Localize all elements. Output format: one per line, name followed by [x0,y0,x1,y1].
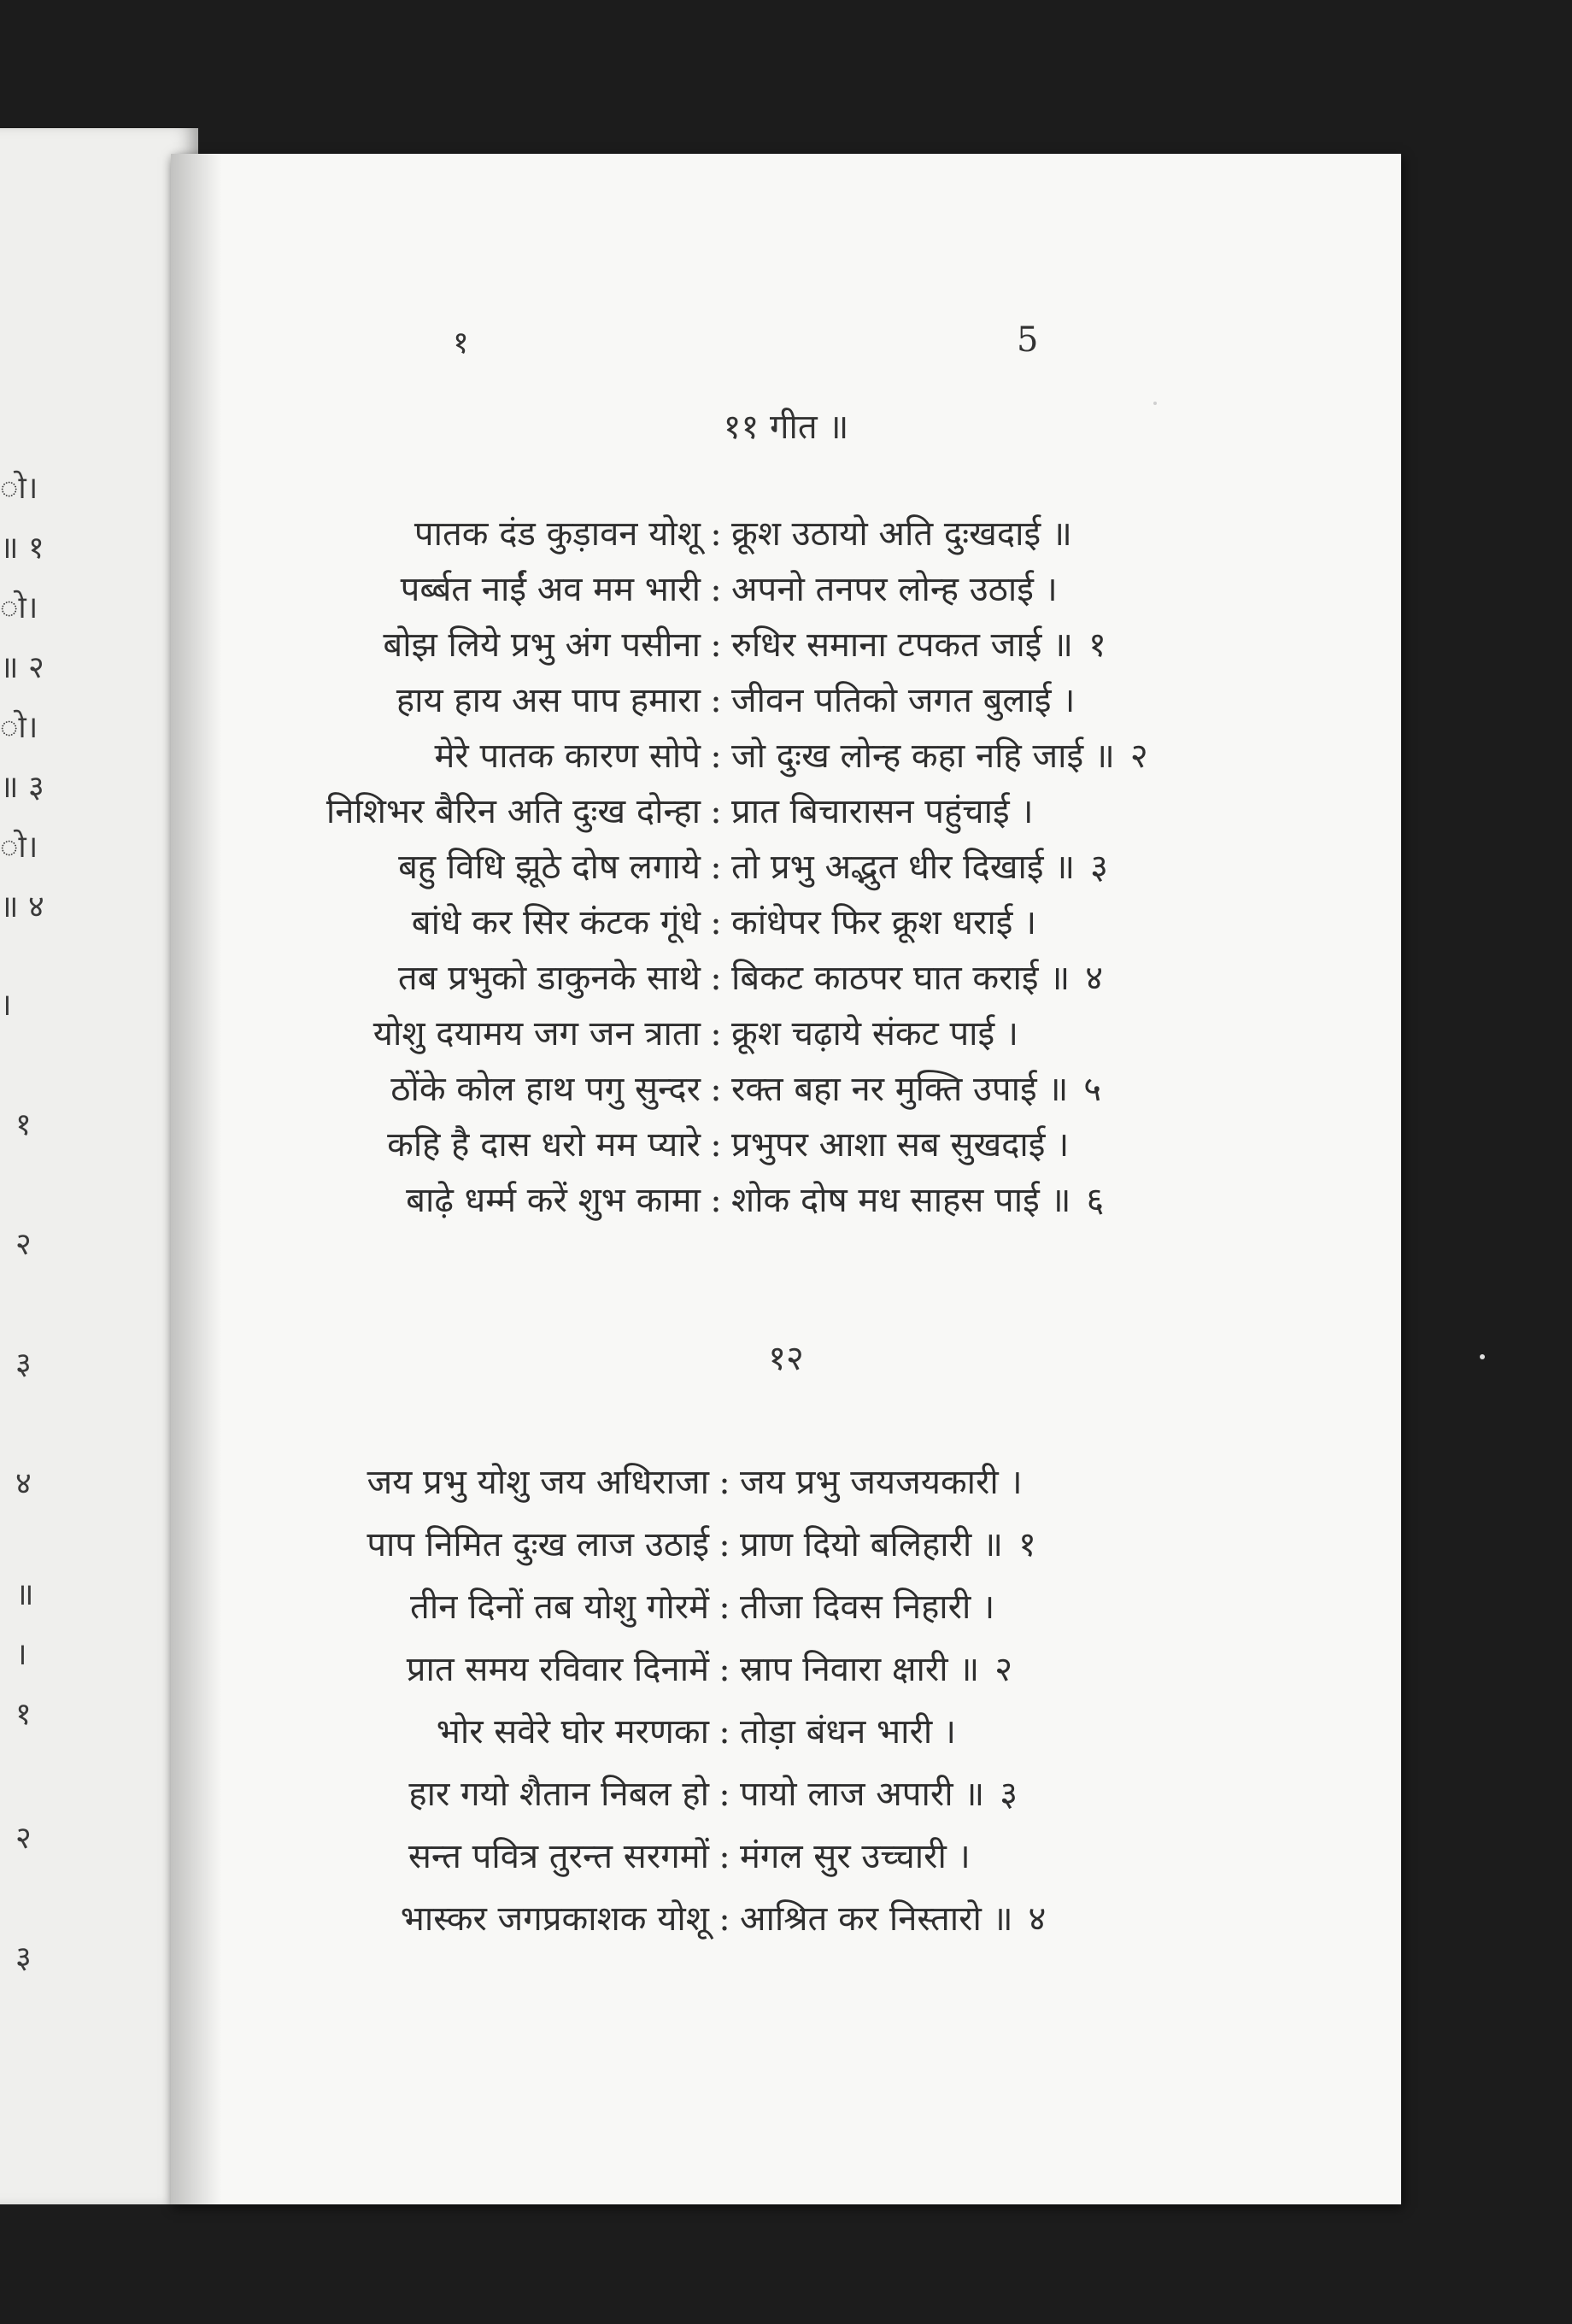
left-verse-number: २ [15,1227,32,1262]
verse-first-half: बाढ़े धर्म्म करें शुभ कामा [406,1181,701,1220]
verse-number: ३ [1000,1775,1018,1814]
verse-first-half: पाप निमित दुःख लाज उठाई [367,1525,709,1564]
verse-line [222,564,1073,624]
verse-second-half: रक्त बहा नर मुक्ति उपाई ॥ [731,1070,1069,1109]
left-line-fragment: ो। [0,710,38,745]
verse-number: ४ [1085,959,1103,998]
verse-second-half: जो दुःख लोन्ह कहा नहि जाई ॥ [731,737,1115,776]
left-verse-number: १ [15,1697,32,1732]
verse-first-half: निशिभर बैरिन अति दुःख दोन्हा [326,792,701,831]
left-verse-number: २ [15,1821,32,1856]
verse-separator: : [710,570,722,609]
verse-number: ५ [1083,1070,1102,1109]
verse-first-half: हाय हाय अस पाप हमारा [396,681,701,720]
left-verse-number: ॥ [15,1577,34,1612]
verse-separator: : [710,514,722,554]
verse-line [222,1175,1104,1235]
verse-line [222,1706,971,1766]
left-line-fragment: ो। [0,590,38,625]
verse-separator: : [710,737,722,776]
verse-separator: : [719,1525,730,1564]
left-line-fragment: । [0,988,12,1023]
verse-second-half: कांधेपर फिर क्रूश धराई । [731,903,1037,942]
left-verse-number: ३ [15,1940,32,1975]
verse-second-half: जय प्रभु जयजयकारी । [740,1463,1023,1502]
verse-first-half: भास्कर जगप्रकाशक योशू [400,1899,709,1939]
verse-separator: : [710,681,722,720]
verse-line [222,1519,1036,1579]
verse-number: ३ [1090,848,1108,887]
verse-separator: : [719,1463,730,1502]
verse-separator: : [710,903,722,942]
verse-separator: : [710,1125,722,1165]
signature-mark: १ [453,326,469,361]
left-facing-page [0,128,198,2204]
verse-first-half: बोझ लिये प्रभु अंग पसीना [383,625,701,665]
verse-second-half: प्रात बिचारासन पहुंचाई । [731,792,1034,831]
left-verse-number: । [15,1637,27,1672]
verse-second-half: अपनो तनपर लोन्ह उठाई । [731,570,1058,609]
verse-line [222,731,1148,790]
verse-line [222,1582,1010,1641]
verse-second-half: पायो लाज अपारी ॥ [740,1775,985,1814]
verse-line [222,1064,1101,1124]
verse-line [222,508,1088,568]
verse-number: १ [1088,625,1106,665]
verse-first-half: योशु दयामय जग जन त्राता [372,1014,701,1053]
verse-separator: : [719,1587,730,1627]
page-number: 5 [1017,320,1039,360]
verse-line [222,842,1108,901]
verse-second-half: रुधिर समाना टपकत जाई ॥ [731,625,1074,665]
verse-second-half: आश्रित कर निस्तारो ॥ [740,1899,1013,1939]
verse-first-half: कहि है दास धरो मम प्यारे [387,1125,701,1165]
verse-first-half: तीन दिनों तब योशु गोरमें [410,1587,709,1627]
verse-line [222,1008,1034,1068]
verse-separator: : [710,848,722,887]
verse-second-half: स्राप निवारा क्षारी ॥ [740,1650,980,1689]
verse-line [222,1893,1046,1953]
verse-first-half: पर्ब्बत नाईं अव मम भारी [400,570,701,609]
verse-number: २ [994,1650,1013,1689]
verse-line [222,1769,1018,1828]
hymn-title: ११ गीत ॥ [723,408,849,447]
verse-second-half: प्रभुपर आशा सब सुखदाई । [731,1125,1070,1165]
left-line-fragment: ॥ १ [0,531,44,566]
left-line-fragment: ो। [0,471,38,506]
verse-first-half: तब प्रभुको डाकुनके साथे [397,959,701,998]
verse-first-half: ठोंके कोल हाथ पगु सुन्दर [390,1070,701,1109]
verse-first-half: प्रात समय रविवार दिनामें [406,1650,709,1689]
hymn-12-heading: १२ [768,1339,804,1378]
verse-separator: : [710,625,722,665]
dust-speck [1153,402,1157,405]
verse-separator: : [710,1181,722,1220]
left-verse-number: १ [15,1107,32,1142]
verse-separator: : [719,1837,730,1876]
verse-second-half: तीजा दिवस निहारी । [740,1587,995,1627]
left-verse-number: ४ [15,1466,32,1501]
verse-second-half: क्रूश चढ़ाये संकट पाई । [731,1014,1019,1053]
verse-second-half: क्रूश उठायो अति दुःखदाई ॥ [731,514,1072,554]
verse-second-half: शोक दोष मध साहस पाई ॥ [731,1181,1071,1220]
page-header [171,320,1401,372]
verse-first-half: भोर सवेरे घोर मरणका [436,1712,709,1752]
verse-number: १ [1018,1525,1036,1564]
verse-line [222,786,1049,846]
verse-line [222,1119,1084,1179]
verse-first-half: बांधे कर सिर कंटक गूंधे [411,903,701,942]
left-line-fragment: ॥ ४ [0,889,44,924]
gutter-shadow [171,154,222,2204]
verse-line [222,619,1106,679]
verse-number: ६ [1086,1181,1105,1220]
book-page [171,154,1401,2204]
left-line-fragment: ॥ ३ [0,770,44,805]
verse-line [222,953,1103,1012]
verse-second-half: प्राण दियो बलिहारी ॥ [740,1525,1003,1564]
verse-first-half: पातक दंड कुड़ावन योशू [414,514,701,554]
verse-second-half: मंगल सुर उच्चारी । [740,1837,971,1876]
verse-line [222,675,1090,735]
verse-separator: : [719,1712,730,1752]
left-verse-number: ३ [15,1347,32,1382]
verse-first-half: जय प्रभु योशु जय अधिराजा [367,1463,709,1502]
verse-separator: : [710,1070,722,1109]
verse-separator: : [719,1899,730,1939]
verse-line [222,1644,1012,1704]
verse-first-half: हार गयो शैतान निबल हो [408,1775,709,1814]
verse-second-half: तो प्रभु अद्भुत धीर दिखाई ॥ [731,848,1076,887]
verse-first-half: सन्त पवित्र तुरन्त सरगमों [408,1837,709,1876]
verse-line [222,1457,1038,1517]
verse-first-half: मेरे पातक कारण सोपे [434,737,701,776]
verse-separator: : [719,1650,730,1689]
verse-separator: : [719,1775,730,1814]
verse-separator: : [710,792,722,831]
verse-second-half: बिकट काठपर घात कराई ॥ [731,959,1070,998]
verse-line [222,897,1052,957]
verse-line [222,1831,986,1891]
verse-second-half: तोड़ा बंधन भारी । [740,1712,957,1752]
verse-separator: : [710,959,722,998]
verse-second-half: जीवन पतिको जगत बुलाई । [731,681,1076,720]
dust-speck [1480,1354,1485,1359]
verse-number: ४ [1028,1899,1047,1939]
verse-number: २ [1129,737,1148,776]
left-line-fragment: ो। [0,830,38,865]
left-line-fragment: ॥ २ [0,650,44,685]
verse-first-half: बहु विधि झूठे दोष लगाये [398,848,701,887]
verse-separator: : [710,1014,722,1053]
